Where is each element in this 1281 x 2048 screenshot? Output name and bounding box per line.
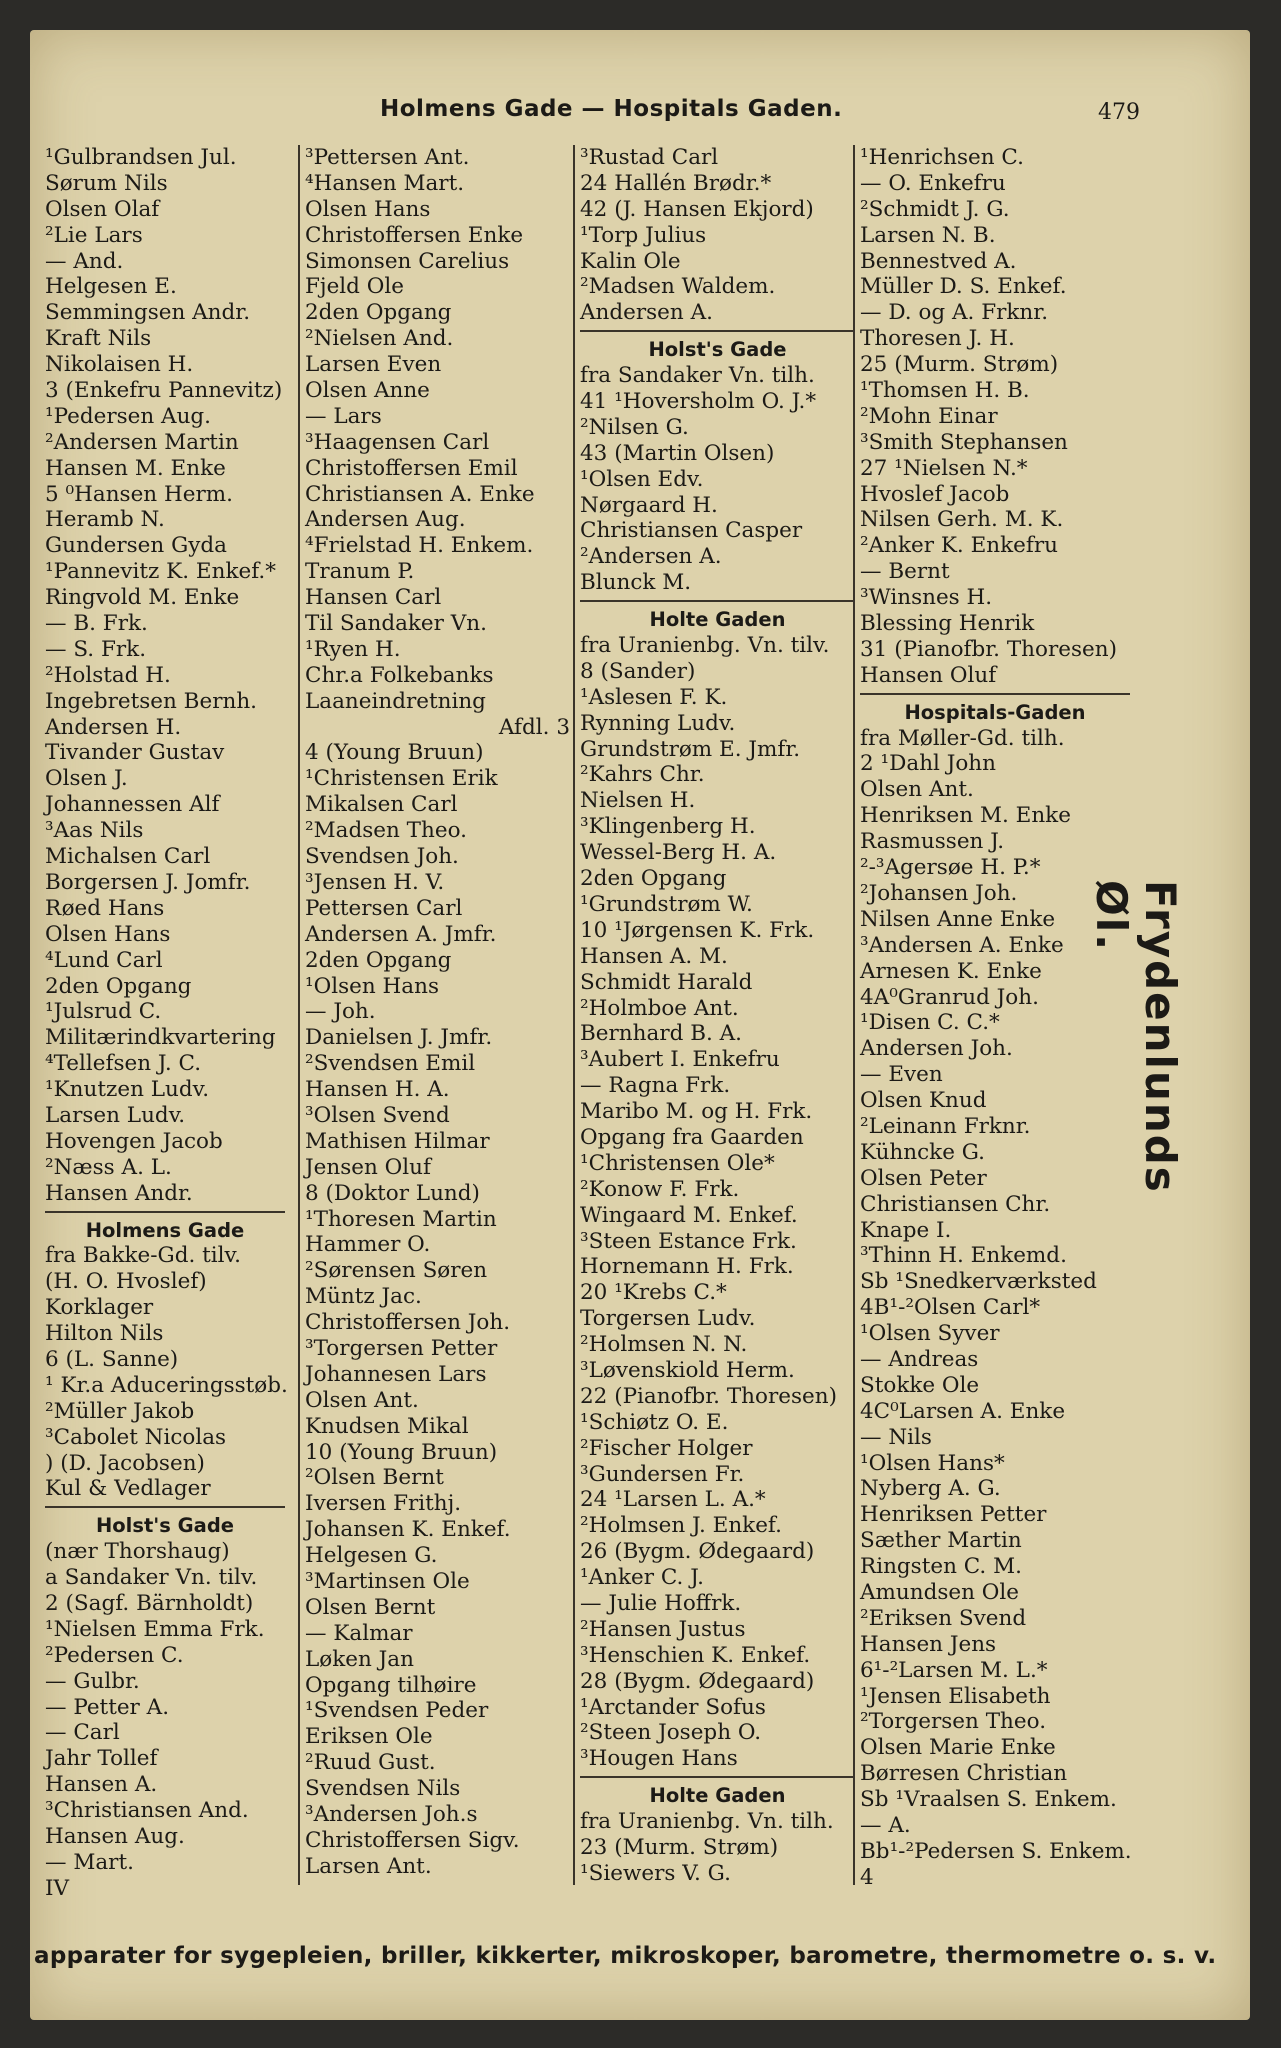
directory-entry: ¹Olsen Syver — [860, 1321, 1000, 1347]
directory-entry: ¹Christensen Erik — [305, 766, 498, 792]
directory-entry: Christoffersen Joh. — [305, 1310, 511, 1336]
directory-entry: Olsen Ant. — [305, 1387, 419, 1413]
directory-entry: 4C⁰Larsen A. Enke — [860, 1398, 1066, 1424]
directory-entry: Semmingsen Andr. — [45, 300, 251, 326]
directory-entry: — Ragna Frk. — [580, 1073, 731, 1099]
directory-entry: ³Martinsen Ole — [305, 1568, 470, 1594]
directory-entry: a Sandaker Vn. tilv. — [45, 1565, 258, 1591]
directory-entry: Johannessen Alf — [45, 792, 220, 818]
directory-entry: — Lars — [305, 403, 382, 429]
directory-entry: fra Sandaker Vn. tilh. — [580, 363, 815, 389]
directory-entry: ³Hougen Hans — [580, 1746, 738, 1772]
directory-entry: ¹Olsen Edv. — [580, 466, 704, 492]
section-rule — [580, 1776, 855, 1778]
directory-entry: Michalsen Carl — [45, 844, 211, 870]
directory-entry: ¹Olsen Hans — [305, 973, 440, 999]
directory-entry: Olsen Olaf — [45, 196, 160, 222]
directory-entry: Olsen J. — [45, 766, 128, 792]
directory-entry: Olsen Peter — [860, 1165, 987, 1191]
directory-entry: ⁴Hansen Mart. — [305, 170, 465, 196]
directory-entry: ²Schmidt J. G. — [860, 196, 1010, 222]
directory-entry: ³Thinn H. Enkemd. — [860, 1243, 1067, 1269]
directory-entry: (nær Thorshaug) — [45, 1539, 230, 1565]
directory-entry: ²Holmboe Ant. — [580, 995, 739, 1021]
directory-entry: Christiansen Casper — [580, 518, 803, 544]
directory-entry: Bb¹-²Pedersen S. Enkem. — [860, 1838, 1132, 1864]
directory-entry: 3 (Enkefru Pannevitz) — [45, 378, 283, 404]
directory-entry: Hansen A. — [45, 1772, 158, 1798]
directory-entry: 2 (Sagf. Bärnholdt) — [45, 1590, 254, 1616]
directory-entry: 2 ¹Dahl John — [860, 751, 997, 777]
directory-entry: Christoffersen Enke — [305, 222, 524, 248]
directory-entry: — S. Frk. — [45, 636, 147, 662]
directory-entry: Kul & Vedlager — [45, 1476, 211, 1502]
directory-entry: ³Olsen Svend — [305, 1102, 450, 1128]
directory-entry: — D. og A. Frknr. — [860, 300, 1049, 326]
street-heading: Holte Gaden — [649, 1784, 786, 1808]
directory-entry: ¹Gulbrandsen Jul. — [45, 145, 237, 170]
directory-entry: — B. Frk. — [45, 611, 148, 637]
directory-entry: ¹Jensen Elisabeth — [860, 1683, 1051, 1709]
directory-column-2 — [305, 145, 570, 1880]
directory-entry: ²Svendsen Emil — [305, 1051, 476, 1077]
directory-entry: ¹Torp Julius — [580, 222, 707, 248]
street-heading: Holte Gaden — [649, 608, 786, 632]
directory-entry: Kühncke G. — [860, 1139, 986, 1165]
directory-entry: Eriksen Ole — [305, 1724, 433, 1750]
directory-entry: ²Ruud Gust. — [305, 1750, 436, 1776]
directory-entry: ³Henschien K. Enkef. — [580, 1642, 811, 1668]
directory-entry: ³Winsnes H. — [860, 585, 993, 611]
directory-entry: Schmidt Harald — [580, 969, 753, 995]
directory-entry: — Mart. — [45, 1849, 134, 1875]
directory-entry: — Petter A. — [45, 1694, 170, 1720]
directory-entry: Opgang tilhøire — [305, 1672, 477, 1698]
directory-entry: Sørum Nils — [45, 170, 168, 196]
directory-entry: Chr.a Folkebanks — [305, 662, 494, 688]
page-number: 479 — [1098, 100, 1140, 125]
directory-entry: fra Bakke-Gd. tilv. — [45, 1243, 241, 1269]
directory-entry: Ringvold M. Enke — [45, 585, 240, 611]
directory-entry: Helgesen G. — [305, 1543, 438, 1569]
directory-entry: Wessel-Berg H. A. — [580, 840, 777, 866]
directory-entry: Mathisen Hilmar — [305, 1128, 490, 1154]
directory-entry: 42 (J. Hansen Ekjord) — [580, 196, 814, 222]
directory-entry: Andersen Aug. — [305, 507, 466, 533]
directory-entry: Hansen M. Enke — [45, 455, 226, 481]
directory-entry: Maribo M. og H. Frk. — [580, 1099, 813, 1125]
directory-entry: — Joh. — [305, 999, 376, 1025]
directory-entry: ¹Disen C. C.* — [860, 1010, 1000, 1036]
directory-entry: ⁴Lund Carl — [45, 947, 163, 973]
directory-entry: Gundersen Gyda — [45, 533, 227, 559]
directory-entry: ²Mohn Einar — [860, 403, 998, 429]
directory-entry: Olsen Anne — [305, 378, 430, 404]
directory-entry: ²Fischer Holger — [580, 1435, 753, 1461]
directory-entry: Christoffersen Sigv. — [305, 1827, 520, 1853]
directory-entry: Nikolaisen H. — [45, 352, 194, 378]
directory-entry: Hornemann H. Frk. — [580, 1254, 794, 1280]
directory-entry: 6¹-²Larsen M. L.* — [860, 1657, 1048, 1683]
directory-entry: Korklager — [45, 1295, 154, 1321]
directory-entry: ¹Anker C. J. — [580, 1565, 704, 1591]
directory-entry: ⁴Frielstad H. Enkem. — [305, 533, 534, 559]
directory-entry: Tivander Gustav — [45, 740, 225, 766]
directory-entry: ¹Siewers V. G. — [580, 1860, 731, 1886]
directory-entry: Iversen Frithj. — [305, 1491, 462, 1517]
directory-entry: Pettersen Carl — [305, 895, 463, 921]
directory-entry: ¹Julsrud C. — [45, 999, 162, 1025]
directory-entry: ²Lie Lars — [45, 222, 143, 248]
directory-entry: ³Torgersen Petter — [305, 1335, 498, 1361]
directory-entry: Wingaard M. Enkef. — [580, 1202, 798, 1228]
directory-entry: — Kalmar — [305, 1620, 413, 1646]
directory-entry: ³Aas Nils — [45, 818, 144, 844]
directory-entry: Christiansen Chr. — [860, 1191, 1051, 1217]
directory-entry: ²Kahrs Chr. — [580, 762, 705, 788]
directory-entry: Nilsen Anne Enke — [860, 906, 1056, 932]
directory-entry: Svendsen Nils — [305, 1776, 461, 1802]
directory-entry: ¹Ryen H. — [305, 636, 401, 662]
directory-entry: fra Uranienbg. Vn. tilv. — [580, 633, 830, 659]
directory-entry: Laaneindretning — [305, 688, 486, 714]
directory-entry: Militærindkvartering — [45, 1025, 276, 1051]
directory-entry: Johansen K. Enkef. — [305, 1517, 511, 1543]
directory-entry: (H. O. Hvoslef) — [45, 1269, 207, 1295]
directory-entry: Tranum P. — [305, 559, 415, 585]
column-divider — [298, 145, 300, 1885]
directory-entry: ³Pettersen Ant. — [305, 145, 470, 170]
directory-entry: ²Nilsen G. — [580, 414, 689, 440]
directory-entry: 20 ¹Krebs C.* — [580, 1280, 727, 1306]
directory-entry: Olsen Hans — [45, 921, 171, 947]
directory-entry: Nørgaard H. — [580, 492, 718, 518]
directory-entry: Amundsen Ole — [860, 1579, 1020, 1605]
directory-entry: ²Torgersen Theo. — [860, 1709, 1047, 1735]
directory-entry: Olsen Marie Enke — [860, 1735, 1056, 1761]
directory-entry: — O. Enkefru — [860, 170, 1006, 196]
directory-entry: Ringsten C. M. — [860, 1554, 1022, 1580]
directory-entry: ³Smith Stephansen — [860, 429, 1068, 455]
directory-entry: Thoresen J. H. — [860, 326, 1015, 352]
directory-entry: ³Christiansen And. — [45, 1798, 249, 1824]
directory-entry: Heramb N. — [45, 507, 165, 533]
directory-entry: ¹Arctander Sofus — [580, 1694, 766, 1720]
directory-entry: ²Holstad H. — [45, 662, 171, 688]
directory-entry: 10 ¹Jørgensen K. Frk. — [580, 917, 815, 943]
directory-entry: ³Steen Estance Frk. — [580, 1228, 797, 1254]
directory-entry: Hilton Nils — [45, 1321, 164, 1347]
directory-entry: ¹Aslesen F. K. — [580, 684, 728, 710]
directory-entry: ²Holmsen J. Enkef. — [580, 1513, 782, 1539]
directory-entry: 22 (Pianofbr. Thoresen) — [580, 1383, 837, 1409]
street-heading: Holst's Gade — [95, 1514, 235, 1538]
directory-entry: Olsen Bernt — [305, 1594, 436, 1620]
directory-entry: 41 ¹Hoversholm O. J.* — [580, 389, 817, 415]
directory-entry: — Carl — [45, 1720, 120, 1746]
directory-entry: Grundstrøm E. Jmfr. — [580, 736, 801, 762]
directory-entry: Hansen Jens — [860, 1631, 997, 1657]
directory-entry: 4B¹-²Olsen Carl* — [860, 1295, 1041, 1321]
directory-entry: ³Løvenskiold Herm. — [580, 1357, 795, 1383]
directory-entry: Hansen A. M. — [580, 943, 728, 969]
directory-entry: Henriksen Petter — [860, 1502, 1047, 1528]
directory-entry: Knape I. — [860, 1217, 952, 1243]
directory-entry: Hansen Oluf — [860, 662, 997, 688]
directory-entry: fra Møller-Gd. tilh. — [860, 725, 1065, 751]
directory-entry: ²Müller Jakob — [45, 1398, 195, 1424]
column-divider — [573, 145, 575, 1885]
directory-entry: 4 — [860, 1864, 874, 1890]
directory-entry: ²Pedersen C. — [45, 1642, 184, 1668]
directory-entry: — Bernt — [860, 559, 950, 585]
directory-entry: ³Andersen Joh.s — [305, 1802, 478, 1827]
directory-entry: 27 ¹Nielsen N.* — [860, 455, 1028, 481]
directory-entry: Hansen Carl — [305, 585, 442, 611]
directory-entry: Til Sandaker Vn. — [305, 611, 487, 637]
directory-entry: ²Nielsen And. — [305, 326, 454, 352]
directory-entry: ²Eriksen Svend — [860, 1605, 1027, 1631]
directory-entry: ²Johansen Joh. — [860, 880, 1018, 906]
directory-entry: Larsen Ant. — [305, 1853, 432, 1879]
directory-entry: — Julie Hoffrk. — [580, 1590, 742, 1616]
directory-entry: Larsen N. B. — [860, 222, 996, 248]
directory-entry: ¹Knutzen Ludv. — [45, 1077, 210, 1103]
directory-entry: ²Holmsen N. N. — [580, 1332, 748, 1358]
directory-entry: ¹Thoresen Martin — [305, 1206, 497, 1232]
directory-entry: Müntz Jac. — [305, 1284, 422, 1310]
directory-entry: ³Klingenberg H. — [580, 814, 756, 840]
directory-entry: Røed Hans — [45, 895, 165, 921]
directory-entry: 6 (L. Sanne) — [45, 1346, 179, 1372]
directory-entry: — And. — [45, 248, 124, 274]
directory-entry: ¹Nielsen Emma Frk. — [45, 1616, 265, 1642]
directory-entry: Andersen A. — [580, 300, 713, 326]
directory-entry: ) (D. Jacobsen) — [45, 1450, 205, 1476]
street-heading: Holst's Gade — [648, 338, 787, 362]
directory-entry: Rynning Ludv. — [580, 710, 736, 736]
directory-entry: fra Uranienbg. Vn. tilh. — [580, 1809, 834, 1835]
directory-entry: Rasmussen J. — [860, 829, 1005, 855]
directory-entry: — Nils — [860, 1424, 932, 1450]
directory-entry: Fjeld Ole — [305, 274, 405, 300]
directory-entry: ¹Thomsen H. B. — [860, 378, 1030, 404]
directory-entry: Andersen Joh. — [860, 1036, 1013, 1062]
directory-entry: ¹Schiøtz O. E. — [580, 1409, 729, 1435]
directory-entry: ²Næss A. L. — [45, 1154, 172, 1180]
directory-entry: Nielsen H. — [580, 788, 696, 814]
directory-entry: 5 ⁰Hansen Herm. — [45, 481, 233, 507]
directory-entry: Mikalsen Carl — [305, 792, 458, 818]
directory-entry: — Gulbr. — [45, 1668, 140, 1694]
directory-entry: ³Rustad Carl — [580, 145, 719, 170]
directory-entry: Svendsen Joh. — [305, 844, 459, 870]
directory-entry: ²Hansen Justus — [580, 1616, 746, 1642]
directory-entry: ⁴Tellefsen J. C. — [45, 1051, 202, 1077]
directory-entry: ¹Olsen Hans* — [860, 1450, 1005, 1476]
directory-entry: ²Olsen Bernt — [305, 1465, 444, 1491]
directory-entry: 4 (Young Bruun) — [305, 740, 484, 766]
directory-entry: 23 (Murm. Strøm) — [580, 1835, 779, 1860]
directory-entry: Hammer O. — [305, 1232, 431, 1258]
directory-entry: Jensen Oluf — [305, 1154, 431, 1180]
side-advertisement: Frydenlunds Øl. — [1087, 880, 1185, 1194]
directory-entry: ³Haagensen Carl — [305, 429, 490, 455]
directory-entry: ¹Pannevitz K. Enkef.* — [45, 559, 276, 585]
directory-column-3 — [580, 145, 855, 1887]
directory-entry: ¹Christensen Ole* — [580, 1150, 775, 1176]
directory-entry: Blessing Henrik — [860, 611, 1035, 637]
section-rule — [45, 1211, 285, 1213]
directory-entry: ²Leinann Frknr. — [860, 1113, 1031, 1139]
directory-entry: Nilsen Gerh. M. K. — [860, 507, 1064, 533]
directory-entry: Borgersen J. Jomfr. — [45, 869, 251, 895]
directory-entry: Hovengen Jacob — [45, 1128, 223, 1154]
directory-entry: Bennestved A. — [860, 248, 1017, 274]
directory-entry: — A. — [860, 1813, 911, 1838]
directory-entry: 2den Opgang — [305, 300, 452, 326]
directory-entry: Stokke Ole — [860, 1372, 980, 1398]
directory-entry: Knudsen Mikal — [305, 1413, 469, 1439]
directory-entry: Andersen H. — [45, 714, 182, 740]
directory-entry: Olsen Knud — [860, 1088, 987, 1114]
directory-entry: Andersen A. Jmfr. — [305, 921, 497, 947]
directory-entry: Sæther Martin — [860, 1528, 1022, 1554]
directory-entry: 8 (Sander) — [580, 658, 696, 684]
directory-entry: Sb ¹Vraalsen S. Enkem. — [860, 1787, 1117, 1813]
directory-entry: ²Anker K. Enkefru — [860, 533, 1058, 559]
directory-entry: Torgersen Ludv. — [580, 1306, 756, 1332]
directory-entry: Hansen Andr. — [45, 1180, 193, 1206]
directory-entry: 24 ¹Larsen L. A.* — [580, 1487, 766, 1513]
directory-entry: Henriksen M. Enke — [860, 803, 1071, 829]
directory-entry: ¹Grundstrøm W. — [580, 891, 753, 917]
street-heading: Holmens Gade — [85, 1218, 245, 1242]
directory-entry: Hansen Aug. — [45, 1824, 185, 1849]
directory-entry: 10 (Young Bruun) — [305, 1439, 498, 1465]
directory-entry: Christiansen A. Enke — [305, 481, 535, 507]
directory-entry: Hvoslef Jacob — [860, 481, 1010, 507]
directory-entry: 4A⁰Granrud Joh. — [860, 984, 1039, 1010]
section-rule — [860, 693, 1130, 695]
directory-entry: ²Steen Joseph O. — [580, 1720, 762, 1746]
directory-entry: 43 (Martin Olsen) — [580, 440, 775, 466]
directory-entry: 2den Opgang — [580, 866, 727, 892]
directory-entry: Arnesen K. Enke — [860, 958, 1042, 984]
directory-entry: 26 (Bygm. Ødegaard) — [580, 1539, 815, 1565]
directory-entry: Sb ¹Snedkerværksted — [860, 1269, 1097, 1295]
directory-column-1 — [45, 145, 288, 1902]
directory-entry: 2den Opgang — [305, 947, 452, 973]
directory-entry: ²Sørensen Søren — [305, 1258, 488, 1284]
directory-column-4 — [860, 145, 1130, 1891]
section-rule — [45, 1506, 285, 1508]
page-header: Holmens Gade — Hospitals Gaden. — [380, 96, 843, 122]
directory-entry: Helgesen E. — [45, 274, 177, 300]
directory-entry: 25 (Murm. Strøm) — [860, 352, 1059, 378]
directory-entry: Johannesen Lars — [305, 1361, 487, 1387]
directory-entry: Hansen H. A. — [305, 1077, 450, 1103]
directory-entry: Opgang fra Gaarden — [580, 1124, 804, 1150]
directory-entry: Bernhard B. A. — [580, 1021, 743, 1047]
directory-entry: Afdl. 3 — [498, 714, 570, 740]
directory-entry: ¹Svendsen Peder — [305, 1698, 489, 1724]
directory-entry: Simonsen Carelius — [305, 248, 510, 274]
footer-advertisement: apparater for sygepleien, briller, kikkerter, mikroskoper, barometre, thermometre o. s. v. — [34, 1943, 1217, 1969]
directory-entry: ³Cabolet Nicolas — [45, 1424, 227, 1450]
directory-entry: Olsen Hans — [305, 196, 431, 222]
directory-entry: ²Andersen Martin — [45, 429, 239, 455]
street-heading: Hospitals-Gaden — [904, 700, 1086, 724]
directory-entry: Danielsen J. Jmfr. — [305, 1025, 493, 1051]
directory-entry: ³Aubert I. Enkefru — [580, 1047, 780, 1073]
section-rule — [580, 330, 855, 332]
directory-entry: ²Madsen Waldem. — [580, 274, 776, 300]
directory-entry: Jahr Tollef — [45, 1746, 158, 1772]
directory-entry: Nyberg A. G. — [860, 1476, 1001, 1502]
directory-entry: Müller D. S. Enkef. — [860, 274, 1067, 300]
directory-entry: Christoffersen Emil — [305, 455, 518, 481]
directory-entry: 2den Opgang — [45, 973, 192, 999]
directory-entry: Løken Jan — [305, 1646, 414, 1672]
directory-entry: — Andreas — [860, 1346, 979, 1372]
directory-entry: Børresen Christian — [860, 1761, 1068, 1787]
directory-entry: ²Madsen Theo. — [305, 818, 467, 844]
directory-entry: ³Gundersen Fr. — [580, 1461, 745, 1487]
directory-entry: IV — [45, 1875, 70, 1901]
directory-entry: ¹Pedersen Aug. — [45, 403, 212, 429]
section-rule — [580, 600, 855, 602]
directory-entry: 24 Hallén Brødr.* — [580, 170, 772, 196]
directory-entry: ¹Henrichsen C. — [860, 145, 1024, 170]
directory-entry: Larsen Ludv. — [45, 1102, 186, 1128]
directory-entry: ³Jensen H. V. — [305, 869, 445, 895]
directory-entry: ²-³Agersøe H. P.* — [860, 855, 1041, 881]
directory-entry: Kraft Nils — [45, 326, 152, 352]
directory-entry: ³Andersen A. Enke — [860, 932, 1064, 958]
directory-entry: ¹ Kr.a Aduceringsstøb. — [45, 1372, 288, 1398]
directory-entry: Blunck M. — [580, 570, 692, 596]
directory-entry: — Even — [860, 1062, 943, 1088]
directory-entry: 8 (Doktor Lund) — [305, 1180, 480, 1206]
directory-entry: Ingebretsen Bernh. — [45, 688, 257, 714]
directory-entry: 31 (Pianofbr. Thoresen) — [860, 636, 1117, 662]
directory-entry: ²Konow F. Frk. — [580, 1176, 740, 1202]
directory-entry: ²Andersen A. — [580, 544, 722, 570]
directory-entry: Larsen Even — [305, 352, 442, 378]
directory-entry: Olsen Ant. — [860, 777, 974, 803]
directory-entry: Kalin Ole — [580, 248, 681, 274]
directory-entry: 28 (Bygm. Ødegaard) — [580, 1668, 815, 1694]
